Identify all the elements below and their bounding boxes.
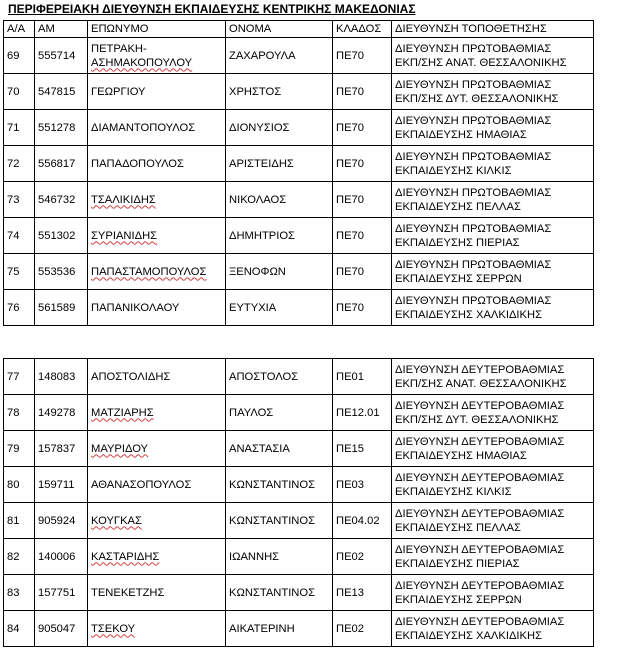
cell-direction (392, 611, 594, 647)
direction-line-2: ΕΚΠ/ΣΗΣ ΑΝΑΤ. ΘΕΣΣΑΛΟΝΙΚΗΣ (395, 56, 567, 69)
table-row (4, 218, 594, 254)
surname-text: ΠΑΠΑΔΟΠΟΥΛΟΣ (91, 157, 184, 170)
cell-branch: ΠΕ01 (333, 359, 392, 395)
direction-line-1: ΔΙΕΥΘΥΝΣΗ ΠΡΩΤΟΒΑΘΜΙΑΣ (395, 258, 552, 271)
cell-am: 551278 (35, 110, 88, 146)
table-row (4, 575, 594, 611)
direction-line-2: ΕΚΠΑΙΔΕΥΣΗΣ ΚΙΛΚΙΣ (395, 164, 512, 177)
cell-direction (392, 575, 594, 611)
cell-branch: ΠΕ04.02 (333, 503, 392, 539)
cell-direction (392, 467, 594, 503)
cell-name: ΚΩΝΣΤΑΝΤΙΝΟΣ (226, 503, 333, 539)
cell-direction (392, 146, 594, 182)
cell-surname (88, 611, 226, 647)
cell-am: 149278 (35, 395, 88, 431)
cell-direction (392, 182, 594, 218)
cell-aa: 79 (4, 431, 35, 467)
cell-aa: 82 (4, 539, 35, 575)
primary-education-table (3, 20, 594, 326)
cell-surname (88, 359, 226, 395)
cell-branch: ΠΕ70 (333, 110, 392, 146)
page-title: ΠΕΡΙΦΕΡΕΙΑΚΗ ΔΙΕΥΘΥΝΣΗ ΕΚΠΑΙΔΕΥΣΗΣ ΚΕΝΤΡΙΚΗΣ ΜΑΚΕΔΟΝΙΑΣ (8, 2, 416, 16)
cell-surname (88, 503, 226, 539)
cell-direction (392, 110, 594, 146)
direction-line-2: ΕΚΠΑΙΔΕΥΣΗΣ ΗΜΑΘΙΑΣ (395, 128, 527, 141)
direction-line-1: ΔΙΕΥΘΥΝΣΗ ΠΡΩΤΟΒΑΘΜΙΑΣ (395, 78, 552, 91)
cell-aa: 70 (4, 74, 35, 110)
table-row (4, 290, 594, 326)
cell-aa: 78 (4, 395, 35, 431)
cell-branch: ΠΕ70 (333, 182, 392, 218)
cell-name: ΚΩΝΣΤΑΝΤΙΝΟΣ (226, 575, 333, 611)
cell-aa: 73 (4, 182, 35, 218)
surname-text: ΜΑΥΡΙΔΟΥ (91, 442, 149, 455)
direction-line-1: ΔΙΕΥΘΥΝΣΗ ΠΡΩΤΟΒΑΘΜΙΑΣ (395, 42, 552, 55)
direction-line-2: ΕΚΠΑΙΔΕΥΣΗΣ ΧΑΛΚΙΔΙΚΗΣ (395, 308, 542, 321)
direction-line-2: ΕΚΠ/ΣΗΣ ΑΝΑΤ. ΘΕΣΣΑΛΟΝΙΚΗΣ (395, 377, 567, 390)
cell-aa: 77 (4, 359, 35, 395)
surname-text: ΤΕΝΕΚΕΤΖΗΣ (91, 586, 165, 599)
direction-line-1: ΔΙΕΥΘΥΝΣΗ ΠΡΩΤΟΒΑΘΜΙΑΣ (395, 294, 552, 307)
header-branch: ΚΛΑΔΟΣ (333, 21, 392, 38)
surname-text: ΤΣΕΚΟΥ (91, 622, 136, 635)
cell-name: ΕΥΤΥΧΙΑ (226, 290, 333, 326)
cell-am: 553536 (35, 254, 88, 290)
cell-branch: ΠΕ15 (333, 431, 392, 467)
cell-branch: ΠΕ70 (333, 74, 392, 110)
direction-line-2: ΕΚΠΑΙΔΕΥΣΗΣ ΠΕΛΛΑΣ (395, 200, 521, 213)
direction-line-1: ΔΙΕΥΘΥΝΣΗ ΔΕΥΤΕΡΟΒΑΘΜΙΑΣ (395, 363, 565, 376)
cell-am: 546732 (35, 182, 88, 218)
cell-aa: 83 (4, 575, 35, 611)
direction-line-1: ΔΙΕΥΘΥΝΣΗ ΔΕΥΤΕΡΟΒΑΘΜΙΑΣ (395, 579, 565, 592)
cell-aa: 81 (4, 503, 35, 539)
table-row (4, 431, 594, 467)
header-aa: Α/Α (4, 21, 35, 38)
cell-surname (88, 110, 226, 146)
surname-text: ΑΠΟΣΤΟΛΙΔΗΣ (91, 370, 171, 383)
surname-line-2: ΑΣΗΜΑΚΟΠΟΥΛΟΥ (91, 56, 193, 69)
cell-branch: ΠΕ12.01 (333, 395, 392, 431)
direction-line-1: ΔΙΕΥΘΥΝΣΗ ΔΕΥΤΕΡΟΒΑΘΜΙΑΣ (395, 471, 565, 484)
table-row (4, 110, 594, 146)
direction-line-1: ΔΙΕΥΘΥΝΣΗ ΠΡΩΤΟΒΑΘΜΙΑΣ (395, 186, 552, 199)
cell-am: 555714 (35, 38, 88, 74)
cell-am: 140006 (35, 539, 88, 575)
cell-name: ΑΠΟΣΤΟΛΟΣ (226, 359, 333, 395)
cell-surname (88, 431, 226, 467)
header-direction: ΔΙΕΥΘΥΝΣΗ ΤΟΠΟΘΕΤΗΣΗΣ (392, 21, 594, 38)
table-row (4, 539, 594, 575)
cell-am: 905924 (35, 503, 88, 539)
cell-name: ΙΩΑΝΝΗΣ (226, 539, 333, 575)
table-row (4, 395, 594, 431)
cell-aa: 80 (4, 467, 35, 503)
cell-branch: ΠΕ03 (333, 467, 392, 503)
cell-branch: ΠΕ70 (333, 290, 392, 326)
table-row (4, 359, 594, 395)
direction-line-2: ΕΚΠ/ΣΗΣ ΔΥΤ. ΘΕΣΣΑΛΟΝΙΚΗΣ (395, 413, 559, 426)
direction-line-1: ΔΙΕΥΘΥΝΣΗ ΔΕΥΤΕΡΟΒΑΘΜΙΑΣ (395, 399, 565, 412)
cell-name: ΠΑΥΛΟΣ (226, 395, 333, 431)
cell-aa: 75 (4, 254, 35, 290)
cell-branch: ΠΕ70 (333, 254, 392, 290)
cell-aa: 84 (4, 611, 35, 647)
cell-am: 159711 (35, 467, 88, 503)
direction-line-2: ΕΚΠΑΙΔΕΥΣΗΣ ΧΑΛΚΙΔΙΚΗΣ (395, 629, 542, 642)
table-row (4, 74, 594, 110)
direction-line-1: ΔΙΕΥΘΥΝΣΗ ΠΡΩΤΟΒΑΘΜΙΑΣ (395, 114, 552, 127)
surname-text: ΚΟΥΓΚΑΣ (91, 514, 142, 527)
cell-surname (88, 254, 226, 290)
cell-direction (392, 290, 594, 326)
direction-line-2: ΕΚΠΑΙΔΕΥΣΗΣ ΠΙΕΡΙΑΣ (395, 236, 520, 249)
surname-text: ΔΙΑΜΑΝΤΟΠΟΥΛΟΣ (91, 121, 196, 134)
surname-text: ΜΑΤΖΙΑΡΗΣ (91, 406, 154, 419)
direction-line-1: ΔΙΕΥΘΥΝΣΗ ΔΕΥΤΕΡΟΒΑΘΜΙΑΣ (395, 435, 565, 448)
cell-direction (392, 431, 594, 467)
cell-am: 551302 (35, 218, 88, 254)
cell-am: 157751 (35, 575, 88, 611)
direction-line-2: ΕΚΠΑΙΔΕΥΣΗΣ ΗΜΑΘΙΑΣ (395, 449, 527, 462)
cell-aa: 72 (4, 146, 35, 182)
cell-aa: 76 (4, 290, 35, 326)
cell-branch: ΠΕ70 (333, 218, 392, 254)
surname-text: ΠΑΠΑΣΤΑΜΟΠΟΥΛΟΣ (91, 265, 207, 278)
secondary-education-table (3, 358, 594, 647)
cell-name: ΔΙΟΝΥΣΙΟΣ (226, 110, 333, 146)
cell-name: ΑΝΑΣΤΑΣΙΑ (226, 431, 333, 467)
cell-surname (88, 395, 226, 431)
header-surname: ΕΠΩΝΥΜΟ (88, 21, 226, 38)
surname-text: ΚΑΣΤΑΡΙΔΗΣ (91, 550, 160, 563)
cell-surname (88, 539, 226, 575)
cell-surname (88, 182, 226, 218)
cell-am: 547815 (35, 74, 88, 110)
surname-text: ΣΥΡΙΑΝΙΔΗΣ (91, 229, 158, 242)
cell-surname (88, 38, 226, 74)
cell-branch: ΠΕ02 (333, 539, 392, 575)
table-row (4, 503, 594, 539)
table-header-row (4, 21, 594, 38)
direction-line-2: ΕΚΠΑΙΔΕΥΣΗΣ ΠΕΛΛΑΣ (395, 521, 521, 534)
table-row (4, 146, 594, 182)
cell-name: ΞΕΝΟΦΩΝ (226, 254, 333, 290)
cell-am: 556817 (35, 146, 88, 182)
cell-name: ΑΡΙΣΤΕΙΔΗΣ (226, 146, 333, 182)
cell-surname (88, 218, 226, 254)
cell-branch: ΠΕ13 (333, 575, 392, 611)
cell-direction (392, 503, 594, 539)
table-row (4, 182, 594, 218)
cell-branch: ΠΕ02 (333, 611, 392, 647)
cell-surname (88, 575, 226, 611)
cell-direction (392, 74, 594, 110)
cell-direction (392, 539, 594, 575)
header-am: ΑΜ (35, 21, 88, 38)
direction-line-2: ΕΚΠΑΙΔΕΥΣΗΣ ΣΕΡΡΩΝ (395, 272, 522, 285)
cell-direction (392, 38, 594, 74)
cell-aa: 69 (4, 38, 35, 74)
cell-name: ΑΙΚΑΤΕΡΙΝΗ (226, 611, 333, 647)
surname-text: ΓΕΩΡΓΙΟΥ (91, 85, 146, 98)
surname-line-1: ΠΕΤΡΑΚΗ- (91, 42, 147, 55)
cell-surname (88, 290, 226, 326)
cell-am: 148083 (35, 359, 88, 395)
cell-am: 157837 (35, 431, 88, 467)
cell-branch: ΠΕ70 (333, 38, 392, 74)
direction-line-2: ΕΚΠΑΙΔΕΥΣΗΣ ΠΙΕΡΙΑΣ (395, 557, 520, 570)
cell-branch: ΠΕ70 (333, 146, 392, 182)
cell-surname (88, 467, 226, 503)
cell-direction (392, 218, 594, 254)
direction-line-1: ΔΙΕΥΘΥΝΣΗ ΠΡΩΤΟΒΑΘΜΙΑΣ (395, 150, 552, 163)
direction-line-1: ΔΙΕΥΘΥΝΣΗ ΔΕΥΤΕΡΟΒΑΘΜΙΑΣ (395, 543, 565, 556)
cell-am: 561589 (35, 290, 88, 326)
cell-name: ΧΡΗΣΤΟΣ (226, 74, 333, 110)
cell-surname (88, 146, 226, 182)
cell-name: ΖΑΧΑΡΟΥΛΑ (226, 38, 333, 74)
direction-line-1: ΔΙΕΥΘΥΝΣΗ ΠΡΩΤΟΒΑΘΜΙΑΣ (395, 222, 552, 235)
cell-name: ΔΗΜΗΤΡΙΟΣ (226, 218, 333, 254)
cell-aa: 74 (4, 218, 35, 254)
table-row (4, 254, 594, 290)
direction-line-2: ΕΚΠΑΙΔΕΥΣΗΣ ΚΙΛΚΙΣ (395, 485, 512, 498)
direction-line-2: ΕΚΠ/ΣΗΣ ΔΥΤ. ΘΕΣΣΑΛΟΝΙΚΗΣ (395, 92, 559, 105)
table-row (4, 611, 594, 647)
table-row (4, 467, 594, 503)
surname-text: ΤΣΑΛΙΚΙΔΗΣ (91, 193, 156, 206)
header-name: ΟΝΟΜΑ (226, 21, 333, 38)
cell-am: 905047 (35, 611, 88, 647)
direction-line-1: ΔΙΕΥΘΥΝΣΗ ΔΕΥΤΕΡΟΒΑΘΜΙΑΣ (395, 507, 565, 520)
cell-direction (392, 254, 594, 290)
cell-surname (88, 74, 226, 110)
cell-name: ΚΩΝΣΤΑΝΤΙΝΟΣ (226, 467, 333, 503)
table-row (4, 38, 594, 74)
direction-line-1: ΔΙΕΥΘΥΝΣΗ ΔΕΥΤΕΡΟΒΑΘΜΙΑΣ (395, 615, 565, 628)
direction-line-2: ΕΚΠΑΙΔΕΥΣΗΣ ΣΕΡΡΩΝ (395, 593, 522, 606)
surname-text: ΠΑΠΑΝΙΚΟΛΑΟΥ (91, 301, 180, 314)
cell-name: ΝΙΚΟΛΑΟΣ (226, 182, 333, 218)
cell-direction (392, 395, 594, 431)
surname-text: ΑΘΑΝΑΣΟΠΟΥΛΟΣ (91, 478, 192, 491)
cell-direction (392, 359, 594, 395)
cell-aa: 71 (4, 110, 35, 146)
